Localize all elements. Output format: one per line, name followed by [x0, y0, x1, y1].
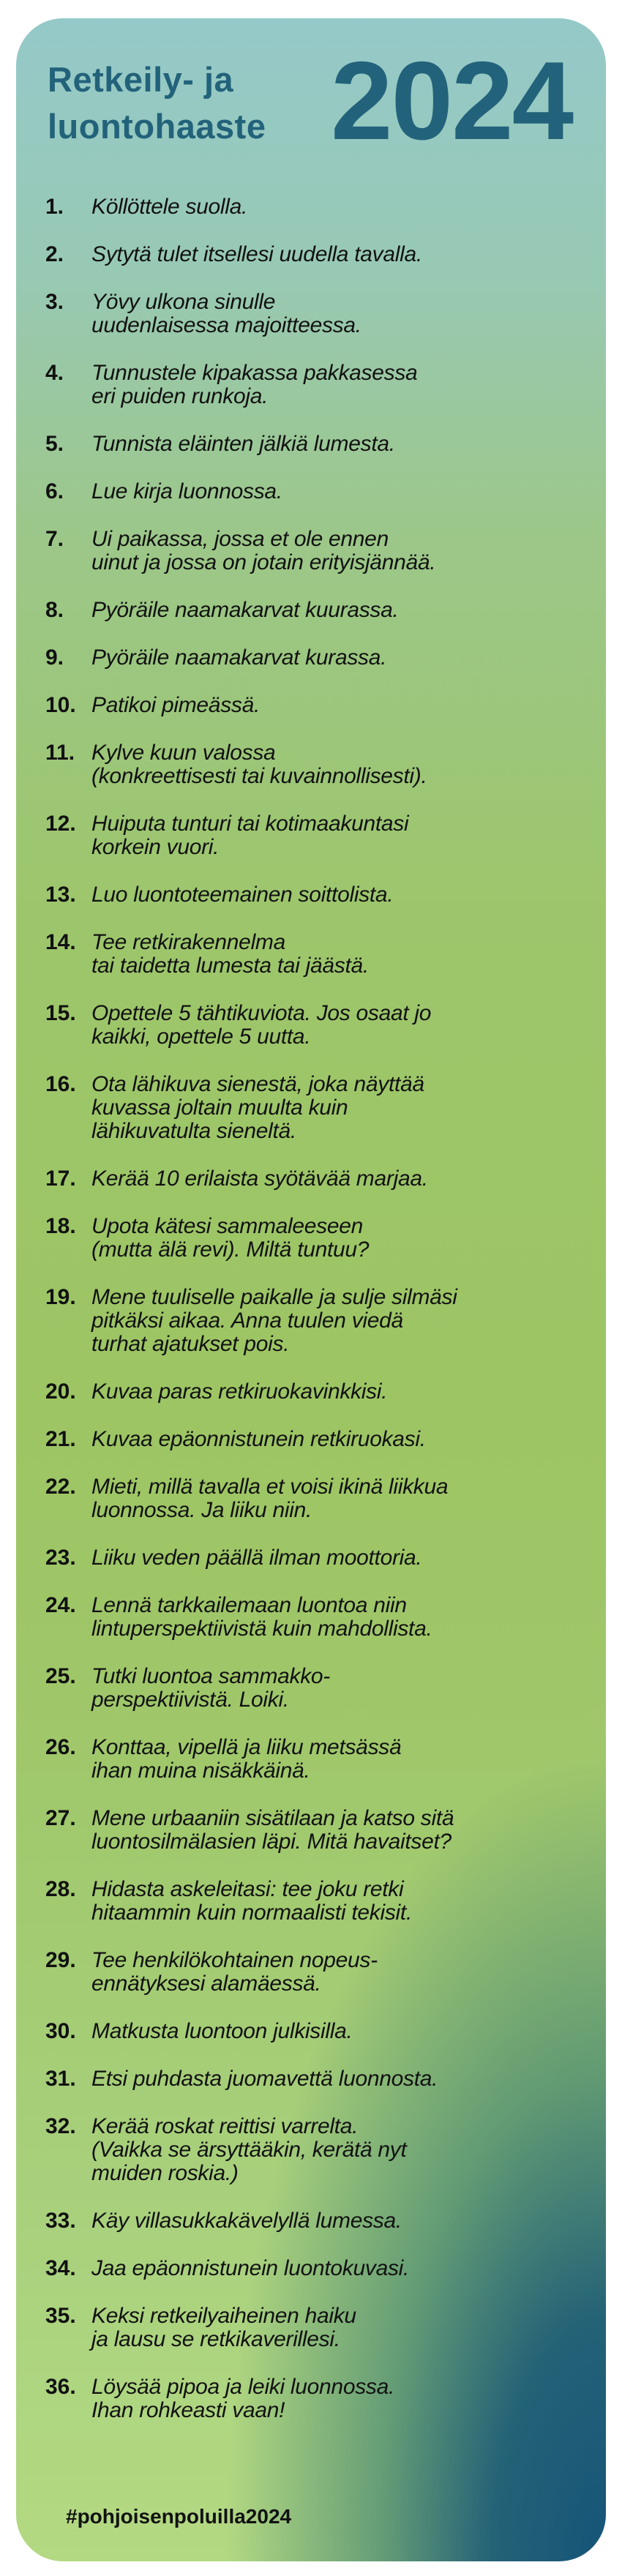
list-item — [45, 2067, 591, 2091]
list-item — [45, 883, 591, 907]
item-number: 27. — [45, 1806, 76, 1830]
item-text — [91, 528, 435, 574]
list-item — [45, 2209, 591, 2233]
list-item — [45, 1949, 591, 1996]
challenge-card — [16, 18, 606, 2561]
item-text-line: luonnossa. Ja liiku niin. — [91, 1498, 312, 1522]
item-text-line: ja lausu se retkikaverillesi. — [91, 2327, 340, 2351]
item-text-line: Keksi retkeilyaiheinen haiku — [91, 2304, 356, 2328]
item-text-line: Mene tuuliselle paikalle ja sulje silmäsi — [91, 1285, 457, 1309]
item-text-line: hitaammin kuin normaalisti tekisit. — [91, 1901, 412, 1925]
item-number: 21. — [45, 1427, 76, 1451]
item-text-line: muiden roskia.) — [91, 2161, 239, 2185]
item-number: 23. — [45, 1546, 76, 1570]
item-number: 10. — [45, 693, 76, 717]
item-text-line: Ui paikassa, jossa et ole ennen — [91, 527, 389, 551]
list-item — [45, 1665, 591, 1712]
list-item — [45, 1428, 591, 1451]
item-text — [91, 1807, 454, 1854]
item-text-line: Köllöttele suolla. — [91, 195, 248, 219]
item-text-line: Luo luontoteemainen soittolista. — [91, 883, 394, 907]
list-item — [45, 195, 591, 219]
item-text-line: Mene urbaaniin sisätilaan ja katso sitä — [91, 1806, 454, 1830]
item-number: 28. — [45, 1877, 76, 1901]
item-number: 20. — [45, 1379, 76, 1404]
list-item — [45, 1167, 591, 1191]
list-item — [45, 1807, 591, 1854]
item-text-line: uinut ja jossa on jotain erityisjännää. — [91, 550, 436, 574]
item-text-line: Löysää pipoa ja leiki luonnossa. — [91, 2375, 395, 2399]
item-number: 32. — [45, 2114, 76, 2138]
item-number: 15. — [45, 1001, 76, 1025]
item-text-line: Yövy ulkona sinulle — [91, 290, 276, 314]
item-text-line: Tee retkirakennelma — [91, 930, 286, 954]
list-item — [45, 243, 591, 266]
item-number: 17. — [45, 1167, 76, 1191]
item-number: 36. — [45, 2375, 76, 2399]
list-item — [45, 2304, 591, 2351]
item-text-line: Kerää 10 erilaista syötävää marjaa. — [91, 1167, 428, 1191]
item-number: 14. — [45, 930, 76, 954]
item-text-line: Kuvaa paras retkiruokavinkkisi. — [91, 1379, 388, 1404]
item-text — [91, 362, 417, 408]
item-text-line: Kuvaa epäonnistunein retkiruokasi. — [91, 1427, 426, 1451]
year-heading: 2024 — [331, 39, 573, 163]
list-item — [45, 1594, 591, 1641]
item-number: 9. — [45, 645, 64, 670]
item-number: 25. — [45, 1664, 76, 1688]
challenge-list — [45, 195, 591, 2446]
item-number: 34. — [45, 2256, 76, 2280]
item-text — [91, 1475, 448, 1522]
item-text-line: Ota lähikuva sienestä, joka näyttää — [91, 1072, 424, 1096]
list-item — [45, 2020, 591, 2043]
item-text-line: Ihan rohkeasti vaan! — [91, 2398, 285, 2422]
item-number: 1. — [45, 195, 64, 219]
item-text-line: Kerää roskat reittisi varrelta. — [91, 2114, 359, 2138]
item-number: 16. — [45, 1072, 76, 1096]
list-item — [45, 741, 591, 788]
item-text — [91, 433, 395, 456]
item-text-line: Kylve kuun valossa — [91, 741, 276, 765]
item-text-line: uudenlaisessa majoitteessa. — [91, 313, 361, 337]
item-text — [91, 883, 393, 907]
item-text-line: Hidasta askeleitasi: tee joku retki — [91, 1877, 404, 1901]
item-text-line: turhat ajatukset pois. — [91, 1332, 290, 1356]
item-text — [91, 741, 427, 788]
item-text-line: Käy villasukkakävelyllä lumessa. — [91, 2209, 402, 2233]
item-text-line: Pyöräile naamakarvat kuurassa. — [91, 598, 399, 622]
item-text — [91, 1380, 387, 1404]
item-text-line: Mieti, millä tavalla et voisi ikinä liikkua — [91, 1475, 449, 1499]
item-number: 19. — [45, 1285, 76, 1309]
item-number: 6. — [45, 479, 64, 503]
list-item — [45, 2375, 591, 2422]
item-text-line: Huiputa tunturi tai kotimaakuntasi — [91, 812, 409, 836]
item-text-line: Tunnista eläinten jälkiä lumesta. — [91, 432, 395, 456]
list-item — [45, 1878, 591, 1925]
item-number: 33. — [45, 2209, 76, 2233]
item-text — [91, 1594, 432, 1641]
item-number: 12. — [45, 812, 76, 836]
item-text-line: eri puiden runkoja. — [91, 384, 269, 408]
item-text — [91, 2115, 407, 2185]
list-item — [45, 694, 591, 717]
item-text-line: Patikoi pimeässä. — [91, 693, 261, 717]
list-item — [45, 646, 591, 670]
item-text — [91, 1878, 412, 1925]
item-text-line: lähikuvatulta sieneltä. — [91, 1119, 296, 1143]
item-number: 29. — [45, 1948, 76, 1972]
list-item — [45, 812, 591, 859]
list-item — [45, 528, 591, 574]
item-text — [91, 480, 282, 503]
item-text-line: lintuperspektiivistä kuin mahdollista. — [91, 1617, 432, 1641]
item-number: 18. — [45, 1214, 76, 1238]
item-text — [91, 1546, 421, 1570]
item-text — [91, 2375, 394, 2422]
item-text-line: tai taidetta lumesta tai jäästä. — [91, 954, 369, 978]
item-text — [91, 1428, 426, 1451]
item-text-line: Upota kätesi sammaleeseen — [91, 1214, 364, 1238]
item-text — [91, 1073, 424, 1143]
item-text — [91, 1949, 378, 1996]
item-number: 31. — [45, 2067, 76, 2091]
item-text-line: Konttaa, vipellä ja liiku metsässä — [91, 1735, 402, 1759]
item-text — [91, 2067, 438, 2091]
item-text — [91, 694, 260, 717]
item-number: 35. — [45, 2304, 76, 2328]
list-item — [45, 599, 591, 622]
list-item — [45, 480, 591, 503]
item-text-line: Jaa epäonnistunein luontokuvasi. — [91, 2256, 410, 2280]
list-item — [45, 1736, 591, 1783]
item-number: 22. — [45, 1475, 76, 1499]
item-text — [91, 2209, 402, 2233]
item-text-line: kaikki, opettele 5 uutta. — [91, 1025, 311, 1049]
item-text — [91, 931, 369, 978]
list-item — [45, 1286, 591, 1356]
list-item — [45, 291, 591, 337]
item-text-line: ennätyksesi alamäessä. — [91, 1972, 321, 1996]
item-text-line: (Vaikka se ärsyttääkin, kerätä nyt — [91, 2138, 407, 2162]
list-item — [45, 1073, 591, 1143]
list-item — [45, 362, 591, 408]
item-text-line: Matkusta luontoon julkisilla. — [91, 2019, 353, 2043]
item-text-line: Tee henkilökohtainen nopeus- — [91, 1948, 378, 1972]
item-text-line: Tutki luontoa sammakko- — [91, 1664, 331, 1688]
item-text — [91, 599, 399, 622]
item-number: 13. — [45, 883, 76, 907]
item-text-line: Liiku veden päällä ilman moottoria. — [91, 1546, 422, 1570]
item-text-line: ihan muina nisäkkäinä. — [91, 1759, 310, 1783]
list-item — [45, 1380, 591, 1404]
item-text — [91, 1215, 369, 1262]
item-text — [91, 1002, 431, 1049]
item-text-line: pitkäksi aikaa. Anna tuulen viedä — [91, 1308, 403, 1333]
item-text-line: (konkreettisesti tai kuvainnollisesti). — [91, 764, 427, 788]
list-item — [45, 1215, 591, 1262]
item-text — [91, 646, 386, 670]
list-item — [45, 2115, 591, 2185]
item-text-line: (mutta älä revi). Miltä tuntuu? — [91, 1238, 370, 1262]
item-text-line: Etsi puhdasta juomavettä luonnosta. — [91, 2067, 438, 2091]
list-item — [45, 2257, 591, 2280]
item-number: 8. — [45, 598, 64, 622]
item-number: 2. — [45, 242, 64, 266]
item-number: 5. — [45, 432, 64, 456]
item-text — [91, 1286, 457, 1356]
item-text — [91, 1736, 401, 1783]
item-text — [91, 812, 408, 859]
item-text-line: korkein vuori. — [91, 835, 220, 859]
item-number: 4. — [45, 361, 64, 385]
list-item — [45, 931, 591, 978]
item-text — [91, 291, 361, 337]
title-line-2: luontohaaste — [48, 107, 266, 146]
item-text — [91, 1167, 428, 1191]
item-text-line: Tunnustele kipakassa pakkasessa — [91, 361, 418, 385]
title-line-1: Retkeily- ja — [48, 60, 234, 99]
item-text-line: Pyöräile naamakarvat kurassa. — [91, 645, 387, 670]
list-item — [45, 1546, 591, 1570]
item-number: 11. — [45, 741, 75, 765]
list-item — [45, 1002, 591, 1049]
item-text — [91, 243, 422, 266]
item-text-line: Lennä tarkkailemaan luontoa niin — [91, 1593, 407, 1617]
item-text-line: Lue kirja luonnossa. — [91, 479, 282, 503]
item-text-line: perspektiivistä. Loiki. — [91, 1688, 289, 1712]
item-text-line: kuvassa joltain muulta kuin — [91, 1096, 348, 1120]
item-number: 7. — [45, 527, 64, 551]
item-number: 24. — [45, 1593, 76, 1617]
item-text-line: Opettele 5 tähtikuviota. Jos osaat jo — [91, 1001, 432, 1025]
item-number: 3. — [45, 290, 64, 314]
list-item — [45, 433, 591, 456]
page-title — [48, 56, 266, 150]
item-text — [91, 1665, 330, 1712]
item-text-line: luontosilmälasien läpi. Mitä havaitset? — [91, 1830, 451, 1854]
item-text — [91, 2257, 409, 2280]
item-number: 30. — [45, 2019, 76, 2043]
list-item — [45, 1475, 591, 1522]
item-number: 26. — [45, 1735, 76, 1759]
item-text — [91, 2304, 356, 2351]
item-text-line: Sytytä tulet itsellesi uudella tavalla. — [91, 242, 422, 266]
item-text — [91, 2020, 353, 2043]
item-text — [91, 195, 247, 219]
hashtag: #pohjoisenpoluilla2024 — [66, 2505, 292, 2528]
